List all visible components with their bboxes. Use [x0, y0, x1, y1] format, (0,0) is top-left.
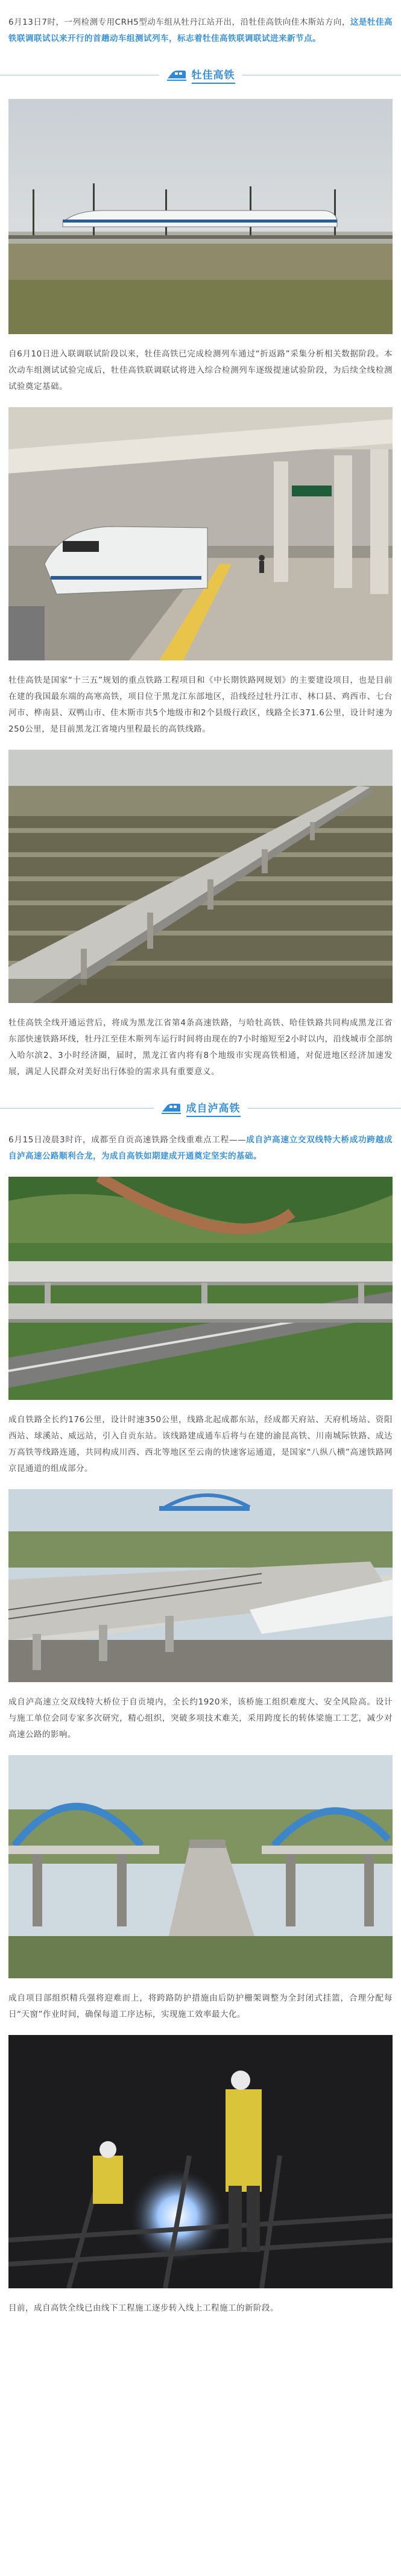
heading-divider-left [0, 1108, 154, 1109]
intro-text: 6月13日7时，一列检测专用CRH5型动车组从牡丹江站开出，沿牡佳高铁向佳木斯站方向， [8, 17, 350, 27]
section-title: 牡佳高铁 [192, 66, 235, 84]
section1-paragraph-2: 牡佳高铁是国家“十三五”规划的重点铁路工程项目和《中长期铁路网规划》的主要建设项目，也是目前在建的我国最东端的高寒高铁，项目位于黑龙江东部地区，沿线经过牡丹江市、林口县、鸡西市、七台河市、桦南县、双鸭山市、佳木斯市共5个地级市和2个县级行政区，线路全长371.6公里，设计时速为250公里，是目前黑龙江省境内里程最长的高铁线路。 [8, 676, 393, 734]
section2-intro-highlight: 成自泸高速立交双线特大桥成功跨越成自泸高速公路顺利合龙，为成自高铁如期建成开通奠定坚实的基础。 [8, 1135, 393, 1161]
section2-intro-paragraph [0, 1132, 401, 1165]
section2-paragraph-1: 成自铁路全长约176公里，设计时速350公里，线路北起成都东站，经成都天府站、天府机场站、资阳西站、球溪站、威远站，引入自贡东站。该线路建成通车后将与在建的渝昆高铁、川南城际铁路、成达万高铁等线路连通，共同构成川西、西北等地区至云南的快速客运通道，是国家“八纵八横”高速铁路网京昆通道的组成部分。 [8, 1415, 393, 1473]
train-icon [161, 1101, 182, 1115]
intro-paragraph [0, 14, 401, 47]
photo-bridge-with-train [8, 1489, 393, 1682]
heading-label-wrap [154, 1100, 248, 1117]
section-heading-chengdu-zigong [0, 1096, 401, 1120]
photo-station-platform [8, 407, 393, 660]
photo-bridge-over-highway [8, 1177, 393, 1400]
train-icon [166, 68, 187, 82]
section2-paragraph-2: 成自泸高速立交双线特大桥位于自贡境内，全长约1920米，该桥施工组织难度大、安全风险高。设计与施工单位会同专家多次研究，精心组织，突破多项技术难关，采用跨度长的转体梁施工工艺，减少对高速公路的影响。 [8, 1697, 393, 1739]
section2-closing-paragraph: 目前，成自高铁全线已由线下工程施工逐步转入线上工程施工的新阶段。 [8, 2303, 279, 2313]
section2-intro-text: 6月15日凌晨3时许，成都至自贡高速铁路全线重难点工程—— [8, 1135, 246, 1145]
intro-highlight: 这是牡佳高铁联调联试以来开行的首趟动车组测试列车，标志着牡佳高铁联调联试进来新节点。 [8, 17, 393, 43]
section1-paragraph-3: 牡佳高铁全线开通运营后，将成为黑龙江省第4条高速铁路，与哈牡高铁、哈佳铁路共同构成黑龙江省东部快速铁路环线，牡丹江至佳木斯列车运行时间将由现在的7小时缩短至2小时以内，沿线城市全部纳入哈尔滨2、3小时经济圈，届时，黑龙江省内将有8个地级市实现高铁相通，对促进地区经济加速发展，满足人民群众对美好出行体验的需求具有重要意义。 [8, 1018, 393, 1077]
section-title: 成自泸高铁 [186, 1100, 241, 1117]
photo-arch-bridge [8, 1755, 393, 1978]
heading-label-wrap [159, 66, 242, 84]
photo-night-construction [8, 2035, 393, 2288]
section2-paragraph-3: 成自项目部组织精兵强将迎难而上，将跨路防护措施由后防护栅架调整为全封闭式挂篮，合理分配每日“天窗”作业时间，确保每道工序达标，实现施工效率最大化。 [8, 1993, 393, 2019]
photo-aerial-viaduct [8, 750, 393, 1003]
section-heading-mudanjiang-jiamusi [0, 63, 401, 87]
photo-emu-on-track [8, 99, 393, 334]
section1-paragraph-1: 自6月10日进入联调联试阶段以来，牡佳高铁已完成检测列车通过“折返路”采集分析相关数据阶段。本次动车组测试试验完成后，牡佳高铁联调联试将进入综合检测列车逐级提速试验阶段，为后续全线检测试验奠定基础。 [8, 349, 393, 391]
heading-divider-right [248, 1108, 401, 1109]
